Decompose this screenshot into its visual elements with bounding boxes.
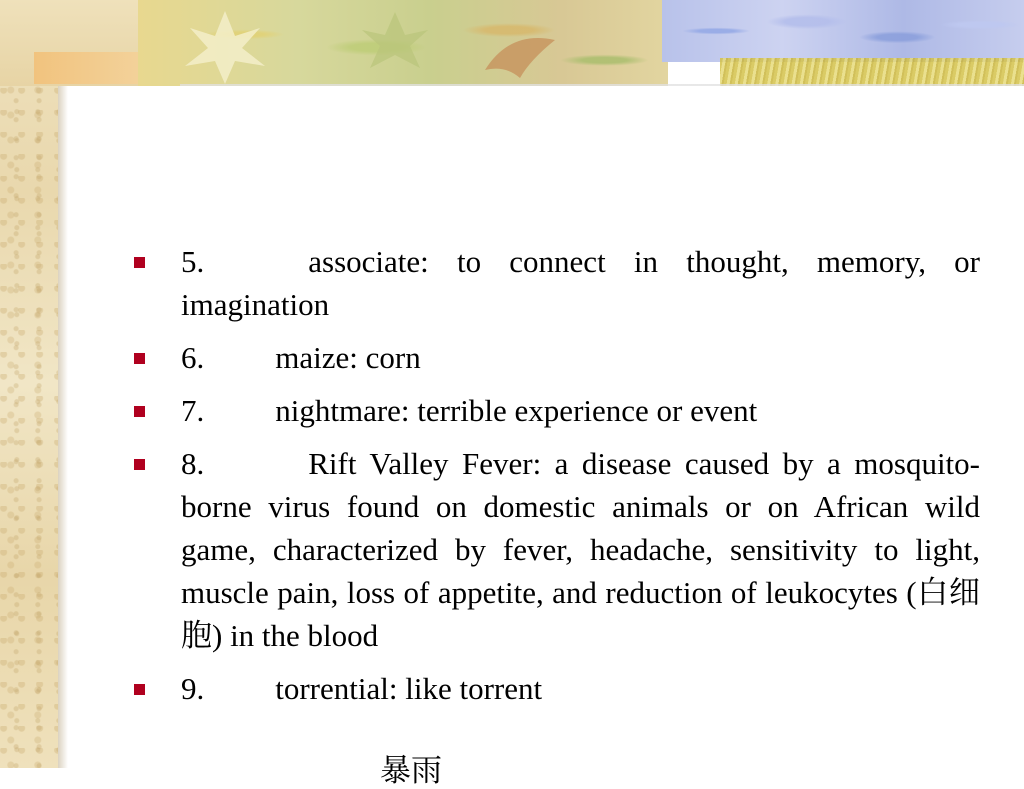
list-item bbox=[130, 389, 980, 432]
square-bullet-icon bbox=[134, 406, 145, 417]
parchment-border bbox=[0, 0, 58, 768]
item-number: 5. bbox=[181, 244, 205, 279]
leaf-icon bbox=[480, 30, 560, 80]
square-bullet-icon bbox=[134, 459, 145, 470]
list-item bbox=[130, 442, 980, 657]
square-bullet-icon bbox=[134, 684, 145, 695]
item-number: 8. bbox=[181, 446, 205, 481]
item-text: nightmare: terrible experience or event bbox=[275, 393, 758, 428]
item-text: associate: to connect in thought, memory, or imagination bbox=[181, 244, 980, 322]
border-shadow bbox=[58, 80, 68, 768]
leaf-icon bbox=[180, 6, 270, 86]
leaf-icon bbox=[360, 10, 430, 70]
item-text: torrential: like torrent bbox=[275, 671, 543, 706]
cutoff-text: 暴雨 bbox=[380, 753, 442, 789]
vocabulary-list bbox=[130, 240, 980, 720]
item-number: 7. bbox=[181, 393, 205, 428]
list-item bbox=[130, 240, 980, 326]
list-item bbox=[130, 336, 980, 379]
banner-shadow bbox=[180, 84, 1024, 86]
item-text: Rift Valley Fever: a disease caused by a mosquito-borne virus found on domestic animals or on African wild game, characterized by fever, headache, sensitivity to light, muscle pain, loss of appetite, and reduction of leukocytes (白细胞) in the blood bbox=[181, 446, 980, 653]
item-number: 9. bbox=[181, 671, 205, 706]
square-bullet-icon bbox=[134, 353, 145, 364]
item-number: 6. bbox=[181, 340, 205, 375]
banner-grass-strip bbox=[720, 58, 1024, 86]
item-text: maize: corn bbox=[275, 340, 421, 375]
decorative-banner bbox=[0, 0, 1024, 86]
list-item bbox=[130, 667, 980, 710]
banner-blue-panel bbox=[662, 0, 1024, 62]
square-bullet-icon bbox=[134, 257, 145, 268]
